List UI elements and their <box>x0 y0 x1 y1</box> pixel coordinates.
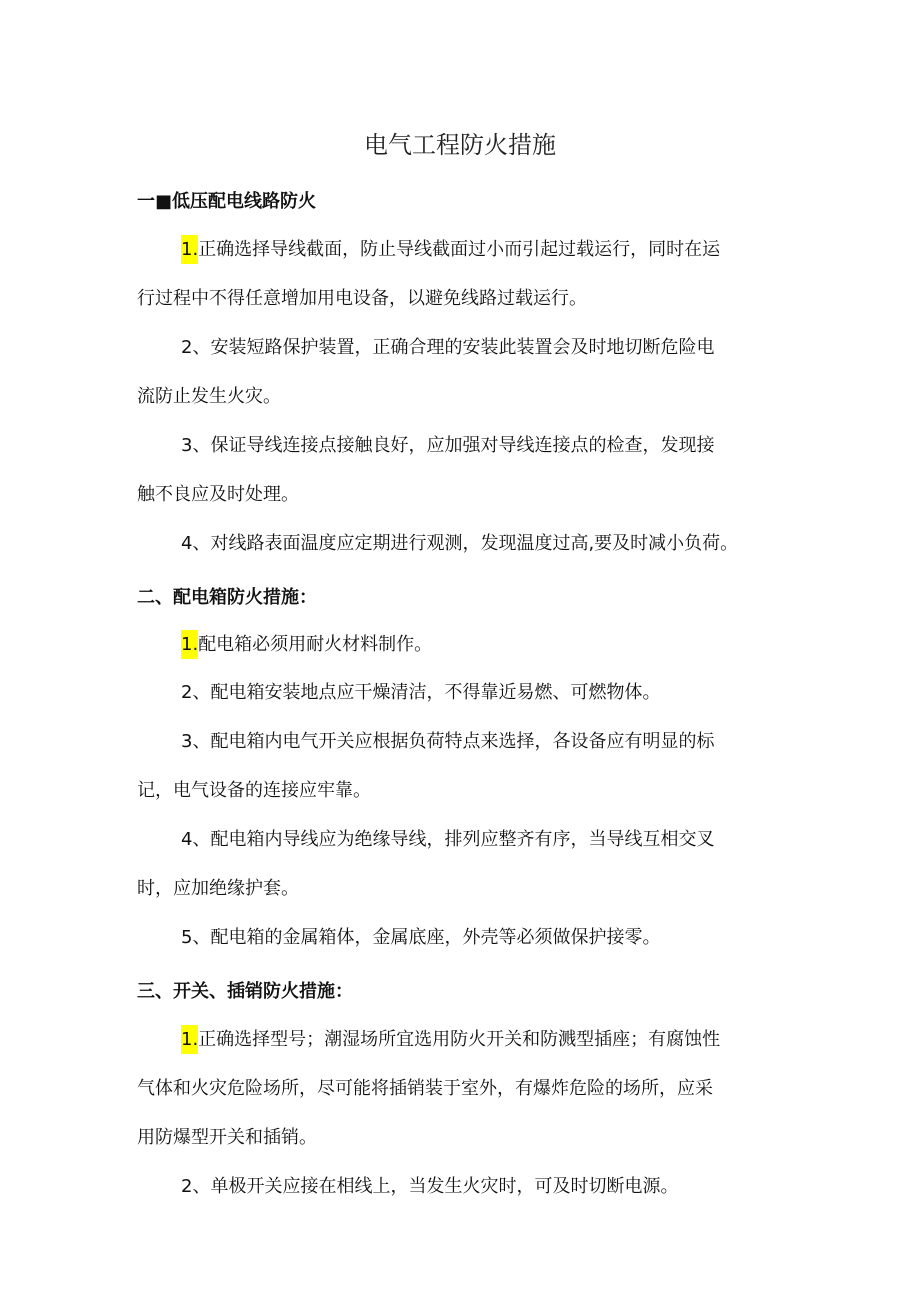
sec1-paragraph-1 <box>137 225 787 323</box>
sec2-p4-line-1: 4、配电箱内导线应为绝缘导线，排列应整齐有序，当导线互相交叉 <box>181 829 715 850</box>
sec2-p5-line-1: 5、配电箱的金属箱体，金属底座，外壳等必须做保护接零。 <box>181 927 661 948</box>
sec3-paragraph-2 <box>137 1162 787 1211</box>
sec1-p3-line-1: 3、保证导线连接点接触良好，应加强对导线连接点的检查，发现接 <box>181 435 715 456</box>
sec2-paragraph-2 <box>137 668 787 717</box>
sec1-paragraph-3 <box>137 421 787 519</box>
sec1-paragraph-2 <box>137 323 787 421</box>
sec3-p1-line-1: 1.正确选择型号；潮湿场所宜选用防火开关和防溅型插座；有腐蚀性 <box>137 1015 787 1064</box>
sec1-p4-line-1: 4、对线路表面温度应定期进行观测，发现温度过高,要及时减小负荷。 <box>181 533 739 554</box>
sec2-p2-line-1: 2、配电箱安装地点应干燥清洁，不得靠近易燃、可燃物体。 <box>181 682 661 703</box>
section-3-heading: 三、开关、插销防火措施： <box>137 981 353 1002</box>
item-number-highlight: 1. <box>181 235 198 264</box>
sec1-p2-line-2: 流防止发生火灾。 <box>137 386 281 407</box>
sec1-p3-line-2: 触不良应及时处理。 <box>137 484 299 505</box>
sec3-p1-line-3: 用防爆型开关和插销。 <box>137 1127 317 1148</box>
sec2-p3-line-1: 3、配电箱内电气开关应根据负荷特点来选择，各设备应有明显的标 <box>181 731 715 752</box>
sec3-paragraph-1 <box>137 1015 787 1162</box>
sec2-paragraph-4 <box>137 815 787 913</box>
sec3-p2-line-1: 2、单极开关应接在相线上，当发生火灾时，可及时切断电源。 <box>181 1176 679 1197</box>
sec1-p1-line-1: 1.正确选择导线截面，防止导线截面过小而引起过载运行，同时在运 <box>137 225 787 274</box>
section-1-heading: 一■低压配电线路防火 <box>137 191 317 212</box>
section-2-heading: 二、配电箱防火措施： <box>137 587 317 608</box>
sec2-p4-line-2: 时，应加绝缘护套。 <box>137 878 299 899</box>
sec2-p3-line-2: 记，电气设备的连接应牢靠。 <box>137 780 371 801</box>
sec1-p2-line-1: 2、安装短路保护装置，正确合理的安装此装置会及时地切断危险电 <box>181 337 715 358</box>
sec2-paragraph-1 <box>137 620 787 669</box>
sec2-paragraph-5 <box>137 913 787 962</box>
sec1-paragraph-4 <box>137 519 787 568</box>
sec1-p1-line-2: 行过程中不得任意增加用电设备，以避免线路过载运行。 <box>137 288 587 309</box>
item-number-highlight: 1. <box>181 1025 198 1054</box>
document-title: 电气工程防火措施 <box>364 131 556 159</box>
sec2-p1-line-1: 1.配电箱必须用耐火材料制作。 <box>137 620 787 669</box>
sec3-p1-line-2: 气体和火灾危险场所，尽可能将插销装于室外，有爆炸危险的场所，应采 <box>137 1078 713 1099</box>
item-number-highlight: 1. <box>181 630 198 659</box>
sec2-paragraph-3 <box>137 717 787 815</box>
